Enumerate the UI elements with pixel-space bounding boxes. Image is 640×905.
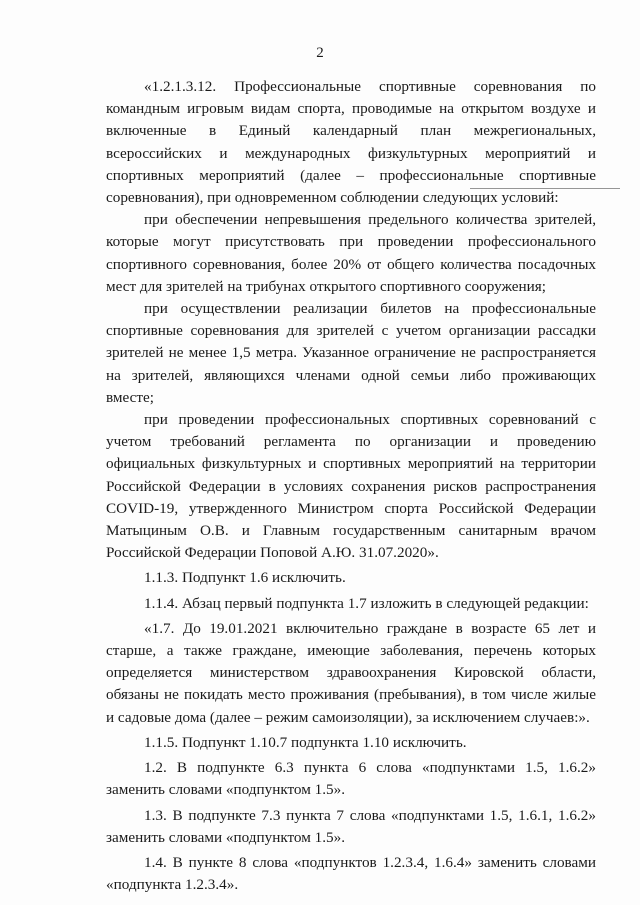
paragraph-1-4: 1.4. В пункте 8 слова «подпунктов 1.2.3.4, 1.6.4» заменить словами «подпункта 1.2.3.4». — [106, 853, 596, 894]
paragraph-spectator-limit: при обеспечении непревышения предельного количества зрителей, которые могут присутствовать при проведении профессионального спортивного соревнования, более 20% от общего количества посадочных мест для зрителей на трибунах открытого спортивного сооружения; — [106, 211, 596, 295]
paragraph-1-7-self-isolation: «1.7. До 19.01.2021 включительно граждане в возрасте 65 лет и старше, а также граждане, имеющие заболевания, перечень которых определяется министерством здравоохранения Кировской области, обязаны не покидать место проживания (пребывания), в том числе жилые и садовые дома (далее – режим самоизоляции), за исключением случаев:». — [106, 619, 596, 726]
paragraph-1-1-3: 1.1.3. Подпункт 1.6 исключить. — [144, 569, 346, 587]
paragraph-ticket-sales: при осуществлении реализации билетов на профессиональные спортивные соревнования для зрителей с учетом организации рассадки зрителей не менее 1,5 метра. Указанное ограничение не распространяется на зрителей, являющихся членами одной семьи либо проживающих вместе; — [106, 300, 596, 406]
paragraph-regulation-requirements: при проведении профессиональных спортивных соревнований с учетом требований регламента по организации и проведению официальных физкультурных и спортивных мероприятий на территории Российской Федерации в условиях сохранения рисков распространения COVID-19, утвержденного Министром спорта Российской Федерации Матыциным О.В. и Главным государственным санитарным врачом Российской Федерации Поповой А.Ю. 31.07.2020». — [106, 411, 596, 562]
page-number: 2 — [316, 45, 324, 61]
document-body — [106, 76, 596, 896]
paragraph-1-1-4: 1.1.4. Абзац первый подпункта 1.7 изложить в следующей редакции: — [144, 594, 589, 612]
paragraph-1-3: 1.3. В подпункте 7.3 пункта 7 слова «подпунктами 1.5, 1.6.1, 1.6.2» заменить словами «подпунктом 1.5». — [106, 806, 596, 846]
paragraph-1-2: 1.2. В подпункте 6.3 пункта 6 слова «подпунктами 1.5, 1.6.2» заменить словами «подпунктом 1.5». — [106, 759, 596, 799]
paragraph-clause-1-2-1-3-12: «1.2.1.3.12. Профессиональные спортивные соревнования по командным игровым видам спорта, проводимые на открытом воздухе и включенные в Единый календарный план межрегиональных, всероссийских и международных физкультурных мероприятий и спортивных мероприятий (далее – профессиональные спортивные соревнования), при одновременном соблюдении следующих условий: — [106, 78, 596, 207]
paragraph-1-1-5: 1.1.5. Подпункт 1.10.7 подпункта 1.10 исключить. — [144, 733, 467, 751]
